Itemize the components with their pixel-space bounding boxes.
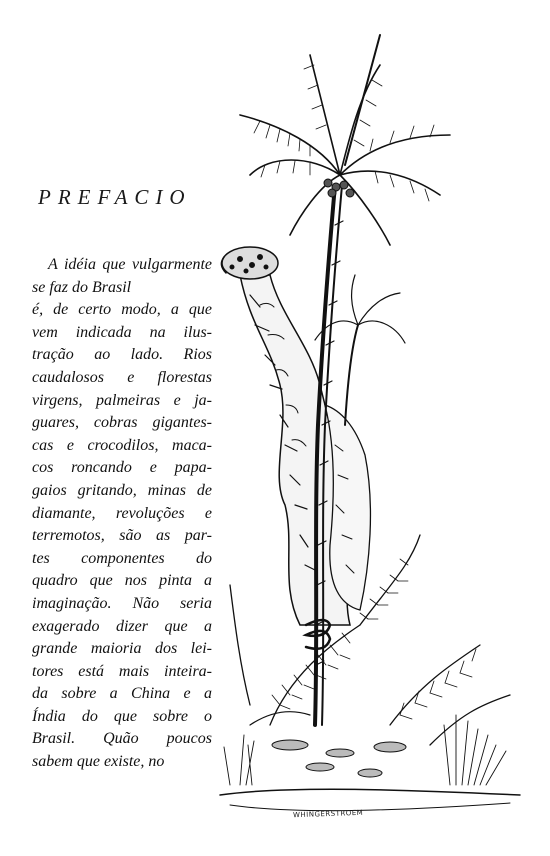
text-line: da sobre a China e a [32,685,212,703]
text-line: A idéia que vulgarmente se faz do Brasil [32,256,212,296]
text-line: guares, cobras gigantes- [32,414,212,432]
text-line: cas e crocodilos, maca- [32,436,212,454]
page-title: PREFACIO [38,185,192,209]
text-line: exagerado dizer que a [32,617,212,635]
text-line: tores está mais inteira- [32,662,212,680]
text-line: quadro que nos pinta a [32,572,212,590]
text-line: Brasil. Quão poucos [32,730,212,748]
illustrator-signature: WHINGERSTROEM [292,808,364,820]
palm-tree-illustration [210,25,540,825]
text-line: tes componentes do [32,549,212,567]
text-line: virgens, palmeiras e ja- [32,391,212,409]
text-line: sabem que existe, no [32,753,165,771]
text-line: cos roncando e papa- [32,459,212,477]
text-line: vem indicada na ilus- [32,323,212,341]
text-line: tração ao lado. Rios [32,346,212,364]
text-line: imaginação. Não seria [32,594,212,612]
text-line: grande maioria dos lei- [32,640,212,658]
text-line: terremotos, são as par- [32,527,212,545]
preface-text [32,254,212,774]
text-line: é, de certo modo, a que [32,301,212,319]
text-line: Índia do que sobre o [32,707,212,725]
text-line: caudalosos e florestas [32,368,212,386]
text-line: diamante, revoluções e [32,504,212,522]
text-line: gaios gritando, minas de [32,481,212,499]
